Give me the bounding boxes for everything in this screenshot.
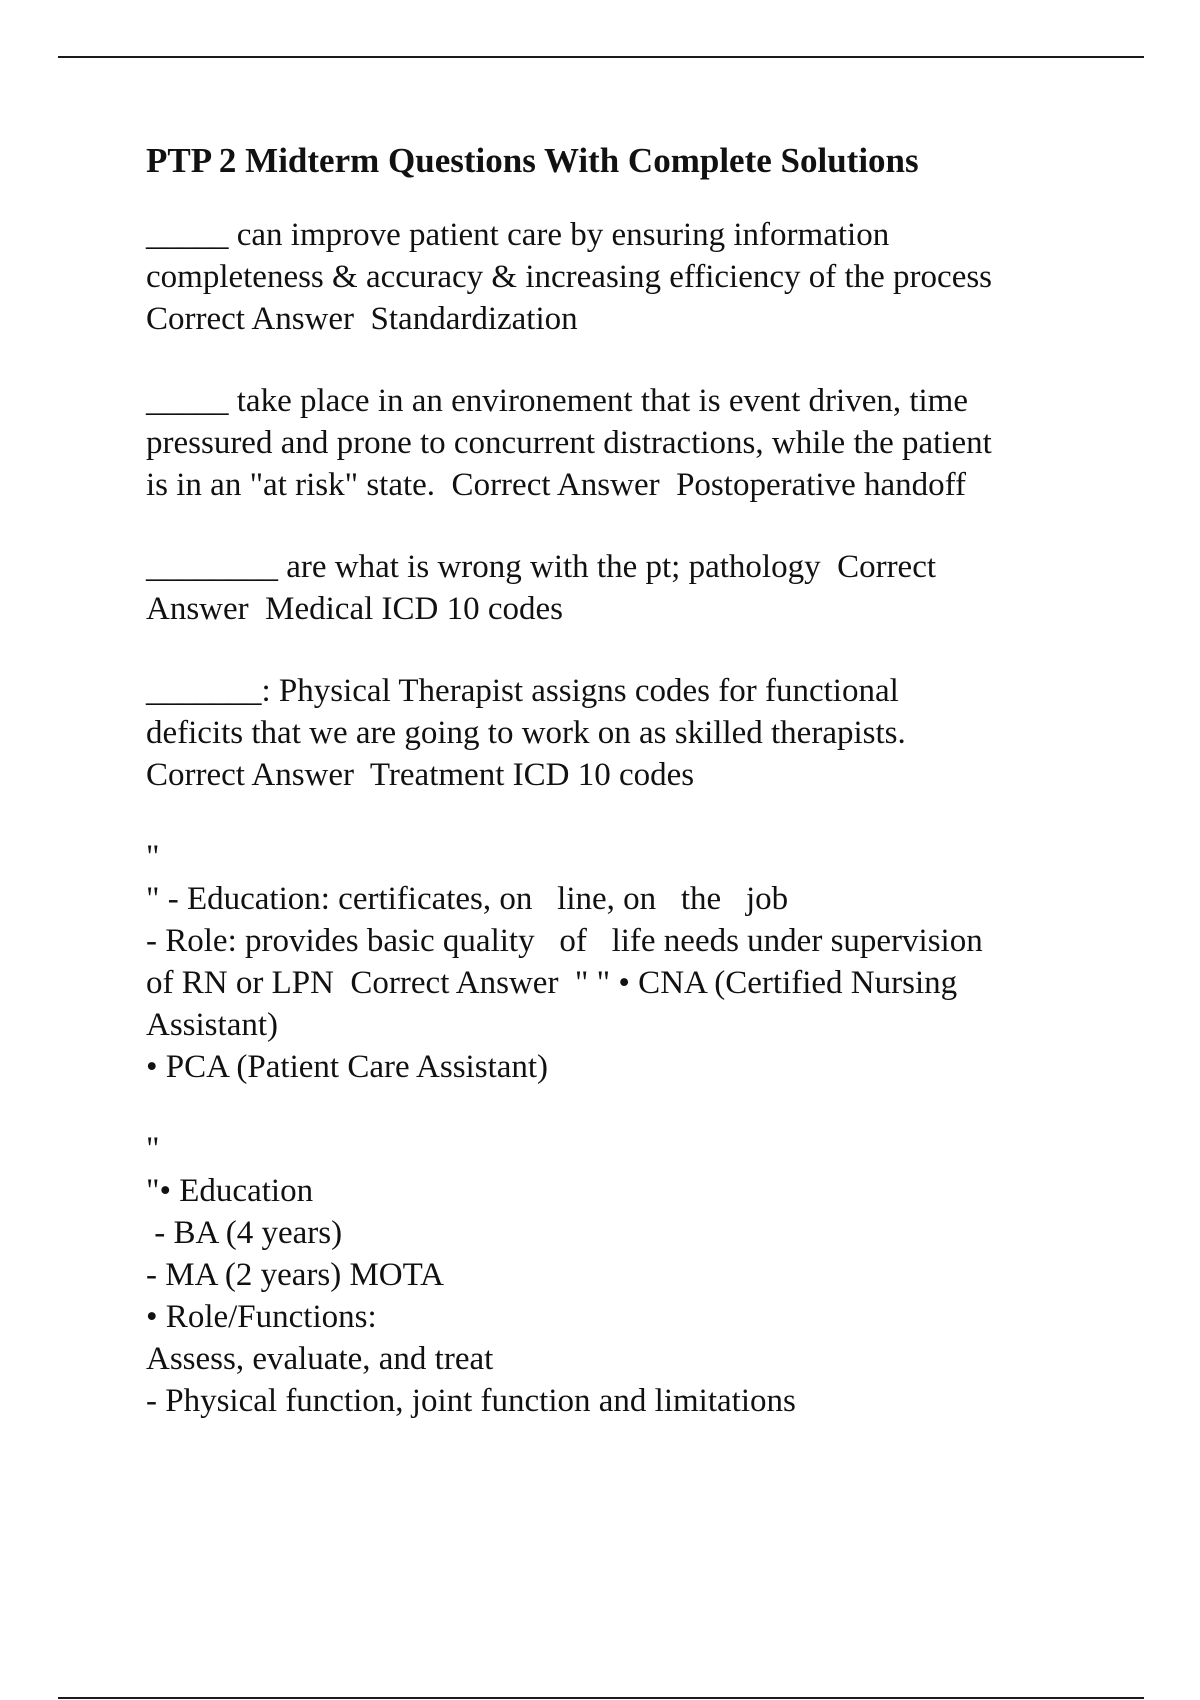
text-line: - BA (4 years) (146, 1215, 343, 1251)
document-body (146, 140, 1106, 1462)
text-line: of RN or LPN Correct Answer " " • CNA (Certified Nursing (146, 965, 958, 1001)
text-line: • PCA (Patient Care Assistant) (146, 1049, 549, 1085)
text-line: Assess, evaluate, and treat (146, 1341, 494, 1377)
text-line: • Role/Functions: (146, 1299, 377, 1335)
text-line: "• Education (146, 1173, 314, 1209)
text-line: Correct Answer Standardization (146, 301, 578, 337)
text-line: pressured and prone to concurrent distractions, while the patient (146, 425, 992, 461)
text-line: _______: Physical Therapist assigns codes for functional (146, 673, 899, 709)
text-line: " (146, 1131, 160, 1167)
qa-block-cna-pca (146, 836, 1106, 1088)
qa-block-standardization (146, 214, 1106, 340)
qa-block-treatment-icd-codes (146, 670, 1106, 796)
text-line: - MA (2 years) MOTA (146, 1257, 444, 1293)
text-line: Assistant) (146, 1007, 278, 1043)
text-line: " - Education: certificates, on line, on the job (146, 881, 789, 917)
text-line: Correct Answer Treatment ICD 10 codes (146, 757, 695, 793)
text-line: _____ can improve patient care by ensuring information (146, 217, 890, 253)
text-line: - Role: provides basic quality of life needs under supervision (146, 923, 983, 959)
qa-block-education-role (146, 1128, 1106, 1422)
text-line: deficits that we are going to work on as skilled therapists. (146, 715, 906, 751)
text-line: is in an "at risk" state. Correct Answer Postoperative handoff (146, 467, 966, 503)
text-line: - Physical function, joint function and limitations (146, 1383, 796, 1419)
text-line: ________ are what is wrong with the pt; pathology Correct (146, 549, 937, 585)
text-line: completeness & accuracy & increasing efficiency of the process (146, 259, 993, 295)
qa-block-postoperative-handoff (146, 380, 1106, 506)
header-rule (58, 56, 1144, 58)
document-title: PTP 2 Midterm Questions With Complete Solutions (146, 141, 919, 180)
qa-block-medical-icd-codes (146, 546, 1106, 630)
text-line: " (146, 839, 160, 875)
text-line: _____ take place in an environement that is event driven, time (146, 383, 968, 419)
footer-rule (58, 1697, 1144, 1699)
text-line: Answer Medical ICD 10 codes (146, 591, 563, 627)
